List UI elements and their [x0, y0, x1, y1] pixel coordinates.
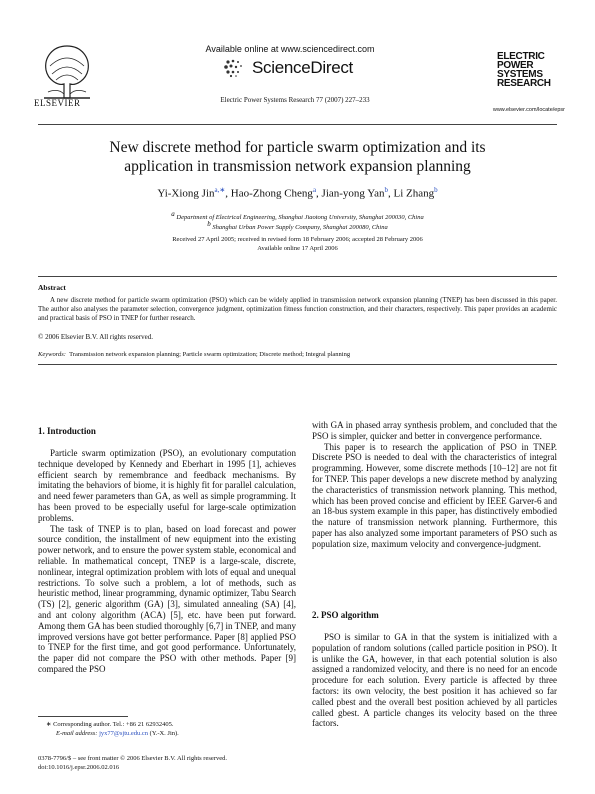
received-dates: Received 27 April 2005; received in revised form 18 February 2006; accepted 28 February 2006: [172, 236, 423, 243]
email-note: [56, 730, 179, 737]
available-online-line[interactable]: Available online at www.sciencedirect.com: [205, 44, 375, 54]
sciencedirect-dots-icon: [222, 58, 250, 78]
available-online-date: Available online 17 April 2006: [257, 245, 338, 252]
email-label: E-mail address:: [56, 730, 98, 737]
email-link[interactable]: jyx77@sjtu.edu.cn: [99, 730, 149, 737]
affiliation-b: [60, 220, 535, 231]
abstract-body: A new discrete method for particle swarm optimization (PSO) which can be widely applied in transmission network expansion planning (TNEP) has been discussed in this paper. The author also analyses the parameter selection, convergence judgment, optimization fitness function construction, and their characters, respectively. This paper provides an academic and practical basis of PSO in TNEP for further research.: [38, 296, 557, 323]
author-name: Jian-yong Yan: [321, 187, 385, 200]
corresponding-author-note: ∗ Corresponding author. Tel.: +86 21 62932405.: [46, 721, 174, 728]
left-column-text: [38, 448, 296, 675]
affiliation-mark: b: [207, 220, 211, 228]
author-name: Hao-Zhong Cheng: [230, 187, 313, 200]
journal-logo-line: POWER: [497, 60, 534, 71]
author-affiliation-mark[interactable]: a,∗: [214, 186, 226, 194]
header-rule: [38, 124, 557, 125]
author-affiliation-mark[interactable]: b: [384, 186, 388, 194]
email-tail: (Y.-X. Jin).: [149, 730, 179, 737]
paragraph: Particle swarm optimization (PSO), an evolutionary computation technique developed by Kennedy and Eberhart in 1995 [1], achieves efficient search by remembrance and feedback mechanisms. By imitating the behaviors of biome, it is highly fit for parallel calculation, and need fewer parameters than GA, as well as simple programming. It has been proved to be especially useful for large-scale optimization problems.: [38, 448, 296, 523]
abstract-top-rule: [38, 276, 557, 277]
author-affiliation-mark[interactable]: b: [434, 186, 438, 194]
right-column-text-2: [312, 632, 557, 729]
doi-line[interactable]: doi:10.1016/j.epsr.2006.02.016: [38, 764, 120, 771]
author-affiliation-mark[interactable]: a: [312, 186, 317, 194]
paragraph: This paper is to research the application of PSO in TNEP. Discrete PSO is needed to deal with the characteristics of integral programming. However, some discrete methods [10–12] are not fit for TNEP. This paper develops a new discrete method by analyzing the characteristics of transmission network planning. This method, which has been proved concise and efficient by IEEE Garver-6 and an 18-bus system example in this paper, has distinctively embodied the nature of transmission network planning. Furthermore, this paper has also analyzed some important parameters of PSO such as population size, maximum velocity and convergence-judgment.: [312, 441, 557, 549]
right-column-text: [312, 420, 557, 550]
keywords-text: Transmission network expansion planning; Particle swarm optimization; Discrete method; Integral planning: [69, 351, 351, 358]
journal-logo: [497, 52, 555, 88]
elsevier-tree-logo: [38, 40, 96, 104]
affiliation-text: Shanghai Urban Power Supply Company, Shanghai 200080, China: [212, 224, 388, 232]
footnote-rule: [38, 716, 128, 717]
paragraph: PSO is similar to GA in that the system is initialized with a population of random solutions (called particle position in PSO). It is unlike the GA, however, in that each potential solution is also assigned a randomized velocity, and there is no need for an encode procedure for each solution. Every particle is affected by three factors: its own velocity, the best position it has achieved so far called pbest and the overall best position achieved by all particles called gbest. A particle changes its velocity based on the three factors.: [312, 632, 557, 729]
title-line: application in transmission network expansion planning: [124, 158, 471, 175]
keywords: [38, 351, 557, 358]
sciencedirect-wordmark: ScienceDirect: [252, 58, 353, 77]
journal-logo-line: ELECTRIC: [497, 51, 545, 62]
journal-url[interactable]: www.elsevier.com/locate/epsr: [492, 107, 565, 113]
paragraph: The task of TNEP is to plan, based on load forecast and power source condition, the installment of new equipment into the existing power network, and to ensure the power system stable, economical and reliable. In mathematical concept, TNEP is a large-scale, discrete, nonlinear, integral optimization problem with lots of equal and unequal restrictions. To solve such a problem, a lot of methods, such as heuristic method, linear programming, dynamic optimizer, Tabu Search (TS) [2], generic algorithm (GA) [3], simulated annealing (SA) [4], and ant colony algorithm (ACA) [5], etc. have been put forward. Among them GA has been studied thoroughly [6,7] in TNEP, and many improved versions have got better performance. Paper [8] applied PSO to TNEP for the first time, and got good performance. Unfortunately, the paper did not compare the PSO with other methods. Paper [9] compared the PSO: [38, 523, 296, 674]
section-heading-pso-algorithm: 2. PSO algorithm: [312, 610, 379, 620]
abstract-copyright: © 2006 Elsevier B.V. All rights reserved.: [38, 333, 154, 341]
publisher-wordmark: ELSEVIER: [34, 98, 81, 108]
keywords-label: Keywords:: [38, 351, 66, 358]
paragraph: with GA in phased array synthesis problem, and concluded that the PSO is simpler, quicker and better in convergence performance.: [312, 420, 557, 441]
journal-logo-line: RESEARCH: [497, 78, 551, 89]
affiliation-mark: a: [171, 210, 175, 218]
journal-logo-line: SYSTEMS: [497, 69, 543, 80]
journal-reference: Electric Power Systems Research 77 (2007) 227–233: [220, 96, 370, 104]
author-list: Yi-Xiong Jin$^{a,∗}$, Hao-Zhong Cheng$^a$, Jian-yong Yan$^b$, Li Zhang$^b$: [157, 186, 438, 200]
abstract-bottom-rule: [38, 364, 557, 365]
title-line: New discrete method for particle swarm optimization and its: [109, 139, 486, 156]
abstract-heading: Abstract: [38, 283, 66, 292]
article-title: [60, 138, 535, 176]
issn-line: 0378-7796/$ – see front matter © 2006 Elsevier B.V. All rights reserved.: [38, 755, 227, 762]
author-name: Li Zhang: [393, 187, 435, 200]
author-name: Yi-Xiong Jin: [157, 187, 215, 200]
affiliation-text: Department of Electrical Engineering, Shanghai Jiaotong University, Shanghai 200030, China: [176, 214, 424, 222]
section-heading-introduction: 1. Introduction: [38, 426, 96, 436]
